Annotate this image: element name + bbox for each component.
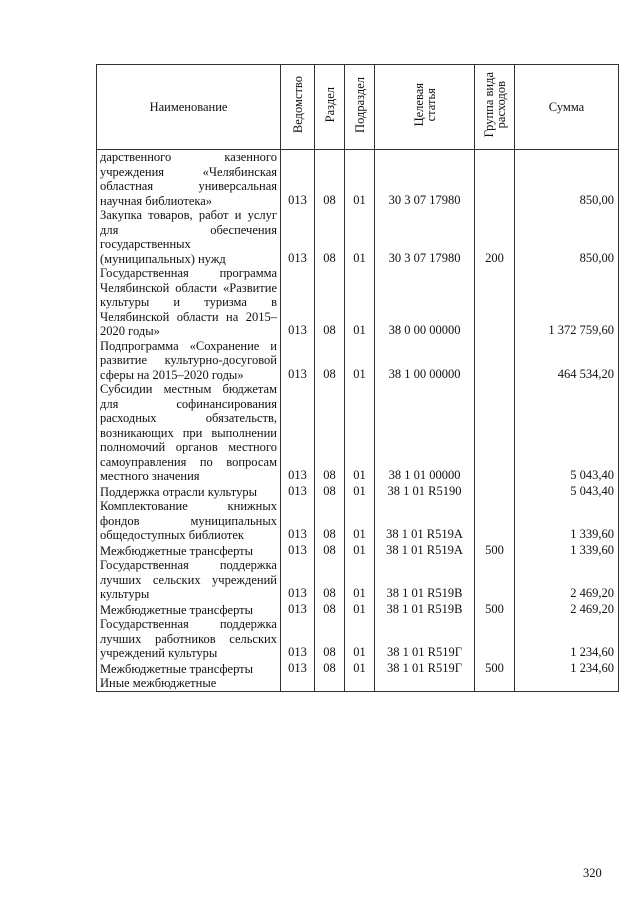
cell-name: Государственная программа Челябинской области «Развитие культуры и туризма в Челябинской области на 2015–2020 годы» <box>97 266 281 339</box>
cell-cs <box>375 676 475 691</box>
header-cs <box>375 65 475 150</box>
table-row <box>97 543 619 559</box>
cell-sum: 1 234,60 <box>515 661 619 677</box>
cell-cs: 38 1 01 00000 <box>375 382 475 484</box>
cell-razdel: 08 <box>315 617 345 661</box>
cell-razdel: 08 <box>315 150 345 209</box>
cell-sum: 1 234,60 <box>515 617 619 661</box>
table-row <box>97 150 619 209</box>
cell-vr <box>475 150 515 209</box>
table-row <box>97 558 619 602</box>
table-row <box>97 484 619 500</box>
budget-table <box>96 64 619 692</box>
cell-ved: 013 <box>281 382 315 484</box>
cell-cs: 38 1 01 R519А <box>375 499 475 543</box>
cell-sum: 1 339,60 <box>515 543 619 559</box>
cell-sum: 850,00 <box>515 208 619 266</box>
cell-name: Межбюджетные трансферты <box>97 543 281 559</box>
cell-ved: 013 <box>281 602 315 618</box>
cell-cs: 38 0 00 00000 <box>375 266 475 339</box>
cell-ved: 013 <box>281 499 315 543</box>
page-number: 320 <box>583 866 602 880</box>
cell-cs: 30 3 07 17980 <box>375 150 475 209</box>
cell-razdel: 08 <box>315 499 345 543</box>
cell-ved: 013 <box>281 266 315 339</box>
cell-ved <box>281 676 315 691</box>
cell-cs: 38 1 00 00000 <box>375 339 475 383</box>
cell-vr <box>475 266 515 339</box>
cell-podrazdel: 01 <box>345 266 375 339</box>
header-razdel <box>315 65 345 150</box>
cell-name: Закупка товаров, работ и услуг для обеспечения государственных (муниципальных) нужд <box>97 208 281 266</box>
cell-name: Государственная поддержка лучших работников сельских учреждений культуры <box>97 617 281 661</box>
cell-sum: 1 339,60 <box>515 499 619 543</box>
cell-name: Иные межбюджетные <box>97 676 281 691</box>
cell-name: Межбюджетные трансферты <box>97 661 281 677</box>
cell-cs: 38 1 01 R519В <box>375 558 475 602</box>
header-sum-label: Сумма <box>548 99 585 114</box>
cell-podrazdel: 01 <box>345 617 375 661</box>
cell-razdel: 08 <box>315 382 345 484</box>
cell-vr: 500 <box>475 602 515 618</box>
cell-sum: 2 469,20 <box>515 558 619 602</box>
cell-name: Субсидии местным бюджетам для софинансирования расходных обязательств, возникающих при выполнении полномочий органов местного самоуправления по вопросам местного значения <box>97 382 281 484</box>
table-row <box>97 676 619 691</box>
cell-vr <box>475 617 515 661</box>
table-row <box>97 602 619 618</box>
header-podrazdel <box>345 65 375 150</box>
cell-razdel: 08 <box>315 339 345 383</box>
cell-ved: 013 <box>281 558 315 602</box>
header-podrazdel-label: Подраздел <box>352 77 367 133</box>
cell-name: Подпрограмма «Сохранение и развитие культурно-досуговой сферы на 2015–2020 годы» <box>97 339 281 383</box>
cell-vr: 500 <box>475 543 515 559</box>
cell-razdel <box>315 676 345 691</box>
cell-vr: 200 <box>475 208 515 266</box>
header-razdel-label: Раздел <box>322 87 337 123</box>
cell-podrazdel: 01 <box>345 543 375 559</box>
cell-vr <box>475 499 515 543</box>
cell-podrazdel: 01 <box>345 484 375 500</box>
cell-cs: 30 3 07 17980 <box>375 208 475 266</box>
cell-sum <box>515 676 619 691</box>
header-ved <box>281 65 315 150</box>
cell-name: Комплектование книжных фондов муниципальных общедоступных библиотек <box>97 499 281 543</box>
cell-ved: 013 <box>281 617 315 661</box>
cell-sum: 1 372 759,60 <box>515 266 619 339</box>
cell-sum: 464 534,20 <box>515 339 619 383</box>
cell-ved: 013 <box>281 543 315 559</box>
cell-cs: 38 1 01 R5190 <box>375 484 475 500</box>
cell-sum: 5 043,40 <box>515 484 619 500</box>
cell-podrazdel: 01 <box>345 339 375 383</box>
header-cs-label: Целевая статья <box>411 83 438 127</box>
table-row <box>97 208 619 266</box>
cell-vr <box>475 339 515 383</box>
cell-cs: 38 1 01 R519В <box>375 602 475 618</box>
table-row <box>97 617 619 661</box>
table-row <box>97 661 619 677</box>
cell-ved: 013 <box>281 208 315 266</box>
table-row <box>97 339 619 383</box>
cell-vr <box>475 676 515 691</box>
table-header <box>97 65 619 150</box>
cell-cs: 38 1 01 R519Г <box>375 617 475 661</box>
cell-vr <box>475 382 515 484</box>
header-name-label: Наименование <box>149 99 228 114</box>
cell-sum: 5 043,40 <box>515 382 619 484</box>
header-sum <box>515 65 619 150</box>
cell-podrazdel: 01 <box>345 208 375 266</box>
cell-razdel: 08 <box>315 558 345 602</box>
table-body <box>97 150 619 692</box>
cell-name: дарственного казенного учреждения «Челябинская областная универсальная научная библиотека» <box>97 150 281 209</box>
cell-vr <box>475 558 515 602</box>
cell-podrazdel: 01 <box>345 382 375 484</box>
cell-sum: 2 469,20 <box>515 602 619 618</box>
header-vr-label: Группа вида расходов <box>481 72 508 138</box>
cell-name: Государственная поддержка лучших сельских учреждений культуры <box>97 558 281 602</box>
cell-name: Межбюджетные трансферты <box>97 602 281 618</box>
header-ved-label: Ведомство <box>290 76 305 134</box>
cell-razdel: 08 <box>315 543 345 559</box>
table-row <box>97 266 619 339</box>
cell-cs: 38 1 01 R519А <box>375 543 475 559</box>
table-row <box>97 382 619 484</box>
cell-ved: 013 <box>281 150 315 209</box>
cell-cs: 38 1 01 R519Г <box>375 661 475 677</box>
cell-razdel: 08 <box>315 208 345 266</box>
cell-podrazdel: 01 <box>345 661 375 677</box>
cell-razdel: 08 <box>315 266 345 339</box>
cell-razdel: 08 <box>315 661 345 677</box>
cell-ved: 013 <box>281 484 315 500</box>
cell-razdel: 08 <box>315 602 345 618</box>
cell-podrazdel: 01 <box>345 499 375 543</box>
cell-vr <box>475 484 515 500</box>
cell-podrazdel <box>345 676 375 691</box>
cell-razdel: 08 <box>315 484 345 500</box>
cell-podrazdel: 01 <box>345 558 375 602</box>
cell-podrazdel: 01 <box>345 602 375 618</box>
header-vr <box>475 65 515 150</box>
cell-ved: 013 <box>281 661 315 677</box>
header-name <box>97 65 281 150</box>
cell-name: Поддержка отрасли культуры <box>97 484 281 500</box>
cell-sum: 850,00 <box>515 150 619 209</box>
table-row <box>97 499 619 543</box>
cell-podrazdel: 01 <box>345 150 375 209</box>
cell-vr: 500 <box>475 661 515 677</box>
cell-ved: 013 <box>281 339 315 383</box>
